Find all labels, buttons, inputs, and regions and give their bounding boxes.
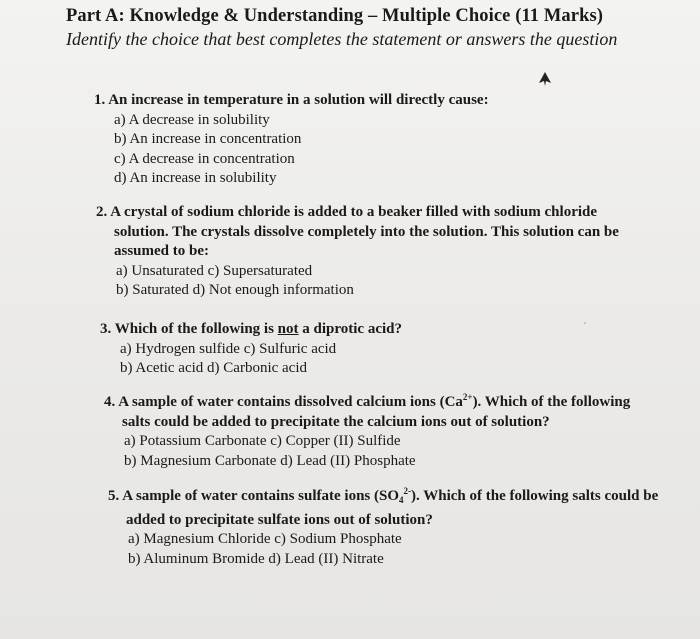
ion-subscript: 4 [399,495,404,505]
option-b-d: b) Magnesium Carbonate d) Lead (II) Phosphate [124,452,416,469]
option-a-c: a) Unsaturated c) Supersaturated [116,262,313,279]
question-text-end: a diprotic acid? [298,321,402,337]
question-1 [94,91,489,189]
question-text: An increase in temperature in a solution will directly cause: [108,92,489,108]
option-a-c: a) Hydrogen sulfide c) Sulfuric acid [120,340,337,357]
question-stem [96,203,666,262]
question-number: 3. [100,321,112,337]
question-text: A sample of water contains sulfate ions (SO [122,488,399,504]
question-text-line-1: A crystal of sodium chloride is added to a beaker filled with sodium chloride [110,204,598,220]
cursor-arrow-icon [538,72,552,86]
option-a: a) A decrease in solubility [114,111,270,128]
question-text-line-2: salts could be added to precipitate the calcium ions out of solution? [122,413,550,430]
question-number: 1. [94,92,106,108]
question-text: A sample of water contains dissolved calcium ions (Ca [118,394,463,410]
ion-charge: 2- [403,486,411,496]
option-b: b) An increase in concentration [114,131,302,147]
question-text: Which of the following is [114,321,278,337]
section-title: Part A: Knowledge & Understanding – Multiple Choice (11 Marks) [66,6,604,26]
option-b-d: b) Aluminum Bromide d) Lead (II) Nitrate [128,550,384,567]
question-text-end: ). Which of the following [472,394,631,410]
option-c: c) A decrease in concentration [114,150,295,167]
question-text-line-2: solution. The crystals dissolve completely into the solution. This solution can be [114,223,619,240]
question-stem [100,320,402,340]
question-5 [108,482,683,569]
question-emphasis: not [277,321,299,337]
ion-charge: 2+ [462,392,473,402]
question-2 [96,203,666,301]
question-stem [104,388,664,432]
question-stem [108,482,683,530]
question-3 [100,320,402,379]
option-b-d: b) Saturated d) Not enough information [116,282,354,298]
option-d: d) An increase in solubility [114,170,277,186]
option-a-c: a) Potassium Carbonate c) Copper (II) Sulfide [124,433,401,449]
question-number: 4. [104,394,116,410]
paper-speck [584,322,586,324]
question-text-line-3: assumed to be: [114,243,210,259]
question-number: 2. [96,204,108,220]
question-stem [94,91,489,111]
option-a-c: a) Magnesium Chloride c) Sodium Phosphate [128,531,402,547]
question-number: 5. [108,488,120,504]
section-instructions: Identify the choice that best completes the statement or answers the question [66,29,618,49]
option-b-d: b) Acetic acid d) Carbonic acid [120,360,308,376]
question-4 [104,388,664,471]
question-text-end: ). Which of the following salts could be [411,488,659,504]
question-text-line-2: added to precipitate sulfate ions out of solution? [126,511,433,528]
